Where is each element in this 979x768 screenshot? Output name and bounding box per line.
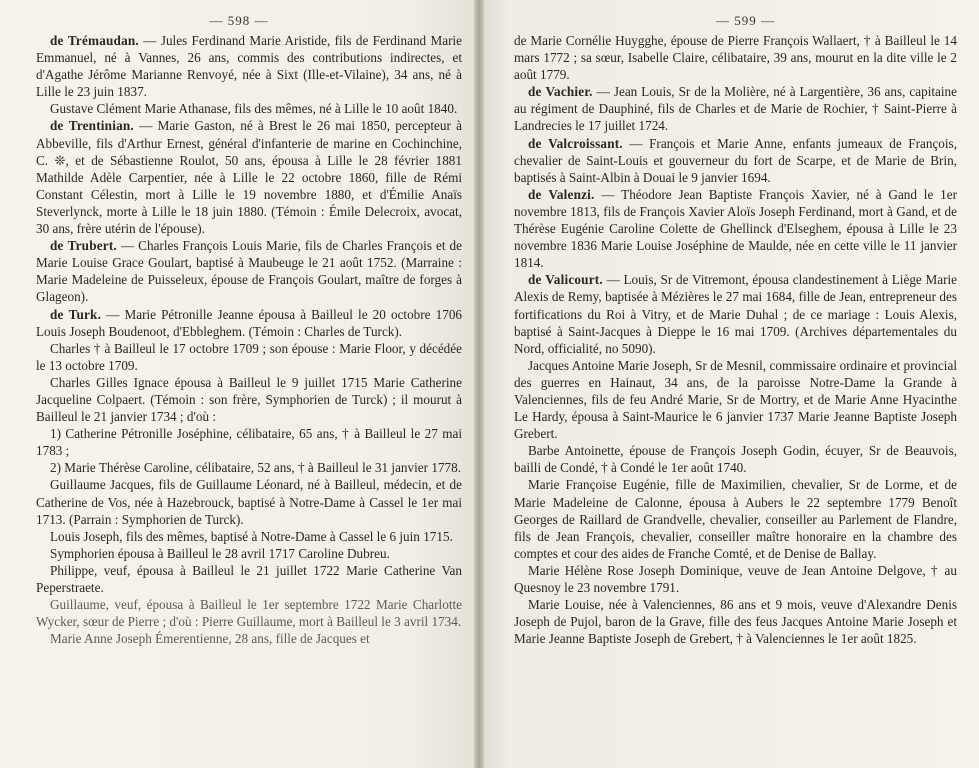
book-gutter: [474, 0, 484, 768]
entry-paragraph: de Trémaudan. — Jules Ferdinand Marie Aristide, fils de Ferdinand Marie Emmanuel, né à Vannes, 26 ans, commis des contributions indirectes, et d'Agathe Jérôme Marianne Renvoyé, née à Sixt (Ille-et-Vilaine), 34 ans, né à Lille le 23 juin 1837.: [36, 33, 462, 100]
right-page: [478, 0, 979, 768]
entry-paragraph: de Valcroissant. — François et Marie Anne, enfants jumeaux de François, chevalier de Saint-Louis et gouverneur du fort de Scarpe, et de Marie de Brin, baptisés à Saint-Albin à Douai le 9 janvier 1694.: [514, 135, 957, 185]
entry-paragraph: Guillaume, veuf, épousa à Bailleul le 1er septembre 1722 Marie Charlotte Wycker, sœur de Pierre ; d'où : Pierre Guillaume, mort à Bailleul le 3 avril 1734.: [36, 597, 462, 630]
entry-paragraph: 2) Marie Thérèse Caroline, célibataire, 52 ans, † à Bailleul le 31 janvier 1778.: [50, 460, 461, 476]
entry-paragraph: Marie Hélène Rose Joseph Dominique, veuve de Jean Antoine Delgove, † au Quesnoy le 23 novembre 1791.: [514, 562, 957, 595]
entry-paragraph: Gustave Clément Marie Athanase, fils des mêmes, né à Lille le 10 août 1840.: [50, 101, 458, 117]
entry-paragraph: Marie Louise, née à Valenciennes, 86 ans et 9 mois, veuve d'Alexandre Denis Joseph de Pujol, baron de la Grave, fille des feus Jacques Antoine Marie Joseph et Marie Jeanne Baptiste Joseph de Grebert, † à Valenciennes le 1er août 1825.: [514, 597, 957, 647]
entry-paragraph: de Turk. — Marie Pétronille Jeanne épousa à Bailleul le 20 octobre 1706 Louis Joseph Boudenoot, d'Ebbleghem. (Témoin : Charles de Turck).: [36, 306, 463, 339]
entry-paragraph: Symphorien épousa à Bailleul le 28 avril 1717 Caroline Dubreu.: [50, 545, 390, 561]
entry-paragraph: Charles † à Bailleul le 17 octobre 1709 ; son épouse : Marie Floor, y décédée le 13 octobre 1709.: [36, 340, 462, 373]
entry-paragraph: Barbe Antoinette, épouse de François Joseph Godin, écuyer, Sr de Beauvois, bailli de Condé, † à Condé le 1er août 1740.: [514, 443, 957, 476]
entry-paragraph: de Valenzi. — Théodore Jean Baptiste François Xavier, né à Gand le 1er novembre 1813, fils de François Xavier Aloïs Joseph Ferdinand, mort à Gand, et de Thérèse Eugénie Caroline Colette de Ghellinck d'Elseghem, épousa à Lille le 23 novembre 1836 Marie Louise Joséphine de Maulde, née en cette ville le 11 janvier 1814.: [514, 186, 957, 271]
left-page-text: [36, 32, 462, 647]
page-number-right: — 599 —: [716, 13, 775, 28]
entry-paragraph: Philippe, veuf, épousa à Bailleul le 21 juillet 1722 Marie Catherine Van Peperstraete.: [36, 562, 462, 595]
entry-paragraph: Jacques Antoine Marie Joseph, Sr de Mesnil, commissaire ordinaire et provincial des guerres en Hainaut, 34 ans, de la paroisse Notre-Dame la Grande à Valenciennes, fils de feu André Marie, Sr de Mortry, et de Marie Anne Hyacinthe Le Hardy, épousa à Saint-Maurice le 6 janvier 1737 Marie Jeanne Baptiste Joseph Grebert.: [514, 357, 957, 442]
entry-paragraph: Charles Gilles Ignace épousa à Bailleul le 9 juillet 1715 Marie Catherine Jacqueline Colpaert. (Témoin : son frère, Symphorien de Turck) ; il mourut à Bailleul le 21 janvier 1734 ; d'où :: [36, 374, 462, 425]
entry-paragraph: Louis Joseph, fils des mêmes, baptisé à Notre-Dame à Cassel le 6 juin 1715.: [50, 528, 453, 544]
entry-paragraph: de Trentinian. — Marie Gaston, né à Brest le 26 mai 1850, percepteur à Abbeville, fils d'Arthur Ernest, général d'infanterie de marine en Cochinchine, C. ❊, et de Sébastienne Roulot, 50 ans, épousa à Lille le 28 février 1881 Mathilde Adèle Carpentier, née à Lille le 22 octobre 1860, fille de Rémi Constant Célestin, mort à Lille le 19 novembre 1880, et d'Émilie Anaïs Steverlynck, morte à Lille le 18 juin 1880. (Témoin : Émile Delecroix, avocat, 30 ans, frère utérin de l'épouse).: [36, 118, 462, 237]
entry-paragraph: de Valicourt. — Louis, Sr de Vitremont, épousa clandestinement à Liège Marie Alexis de Remy, baptisée à Mézières le 27 mai 1684, fille de Jean, entrepreneur des fortifications du Roi à Vitry, et de Marie Duhal ; de ce mariage : Louis Alexis, baptisé à Saint-Jacques à Dieppe le 16 mai 1709. (Archives départementales du Nord, officialité, no 5090).: [514, 272, 957, 356]
entry-paragraph: de Marie Cornélie Huygghe, épouse de Pierre François Wallaert, † à Bailleul le 14 mars 1772 ; sa sœur, Isabelle Claire, célibataire, 39 ans, mourut en la dite ville le 2 août 1779.: [514, 33, 957, 83]
entry-paragraph: Marie Françoise Eugénie, fille de Maximilien, chevalier, Sr de Lorme, et de Marie Madeleine de Calonne, épousa à Aubers le 22 septembre 1779 Benoît Georges de Raillard de Grandvelle, chevalier, conseiller au Parlement de Flandre, fils de Jean François, chevalier, conseiller maître honoraire en la chambre des comptes et cour des aides de Franche Comté, et de Denise de Ballay.: [514, 477, 957, 561]
entry-paragraph: Marie Anne Joseph Émerentienne, 28 ans, fille de Jacques et: [50, 631, 370, 647]
entry-paragraph: de Vachier. — Jean Louis, Sr de la Molière, né à Largentière, 36 ans, capitaine au régiment de Dauphiné, fils de Charles et de Marie de Rochier, † Saint-Pierre à Landrecies le 17 juillet 1724.: [514, 84, 957, 134]
right-page-text: [514, 32, 957, 647]
entry-paragraph: 1) Catherine Pétronille Joséphine, célibataire, 65 ans, † à Bailleul le 27 mai 1783 ;: [36, 426, 462, 459]
left-page: [0, 0, 478, 768]
page-number-left: — 598 —: [209, 13, 269, 28]
entry-paragraph: Guillaume Jacques, fils de Guillaume Léonard, né à Bailleul, médecin, et de Catherine de Vos, née à Hazebrouck, baptisé à Notre-Dame à Cassel le 1er mai 1713. (Parrain : Symphorien de Turck).: [36, 477, 462, 527]
entry-paragraph: de Trubert. — Charles François Louis Marie, fils de Charles François et de Marie Louise Grace Goulart, baptisé à Maubeuge le 21 août 1752. (Marraine : Marie Madeleine de Puisseleux, épouse de François Goulart, maître de forges à Glageon).: [36, 238, 462, 305]
